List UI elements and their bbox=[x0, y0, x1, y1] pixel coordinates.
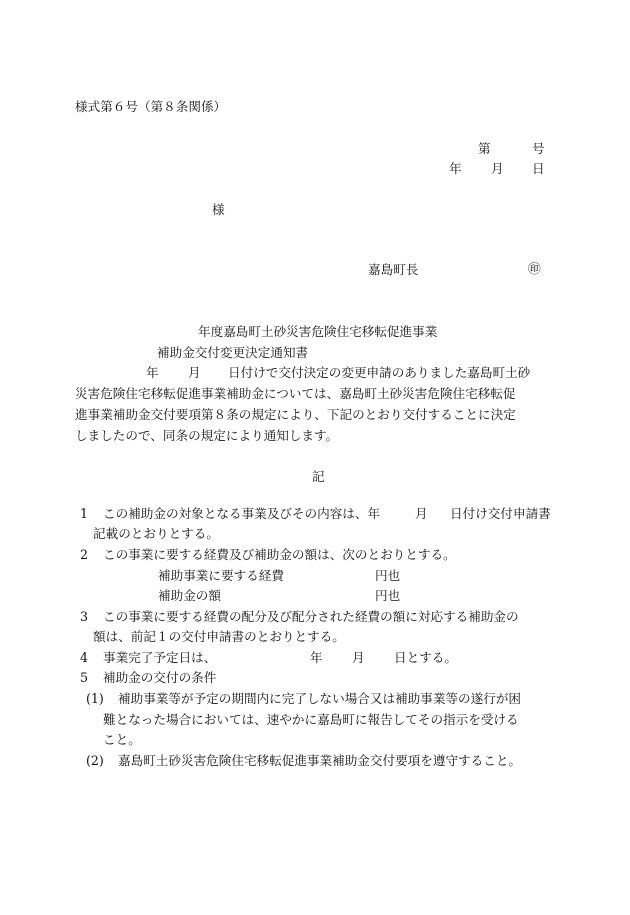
item-1-number: 1 bbox=[80, 506, 89, 521]
item-2-cost-unit: 円也 bbox=[375, 568, 401, 583]
item-4-text: 事業完了予定日は、 bbox=[103, 650, 217, 665]
doc-number-suffix: 号 bbox=[532, 141, 545, 156]
body-line-3: 進事業補助金交付要項第８条の規定により、下記のとおり交付することに決定 bbox=[75, 407, 516, 422]
condition-1-number: (1) bbox=[86, 691, 104, 706]
condition-1-line-3: こと。 bbox=[103, 732, 141, 747]
item-1-month: 月 bbox=[415, 506, 428, 521]
item-1-text: この補助金の対象となる事業及びその内容は、年 bbox=[103, 506, 381, 521]
item-2-text: この事業に要する経費及び補助金の額は、次のとおりとする。 bbox=[103, 547, 456, 562]
addressee-suffix: 様 bbox=[212, 202, 225, 217]
body-line-4: しましたので、同条の規定により通知します。 bbox=[75, 428, 339, 443]
condition-1-line-1: 補助事業等が予定の期間内に完了しない場合又は補助事業等の遂行が困 bbox=[118, 691, 521, 706]
item-2-number: 2 bbox=[80, 547, 89, 562]
body-line-1: 日付けで交付決定の変更申請のありました嘉島町土砂 bbox=[228, 365, 531, 380]
item-4-text-end: 日とする。 bbox=[394, 650, 457, 665]
form-number: 様式第６号（第８条関係） bbox=[75, 99, 227, 114]
body-year: 年 bbox=[146, 365, 159, 380]
condition-2-text: 嘉島町土砂災害危険住宅移転促進事業補助金交付要項を遵守すること。 bbox=[118, 753, 521, 768]
item-1-text-end: 日付け交付申請書 bbox=[450, 506, 551, 521]
item-4-number: 4 bbox=[80, 650, 89, 665]
item-3-line-1: この事業に要する経費の配分及び配分された経費の額に対応する補助金の bbox=[103, 609, 519, 624]
date-year: 年 bbox=[449, 161, 462, 176]
item-3-number: 3 bbox=[80, 609, 89, 624]
item-3-line-2: 額は、前記１の交付申請書のとおりとする。 bbox=[93, 629, 345, 644]
item-4-month: 月 bbox=[352, 650, 365, 665]
item-5-text: 補助金の交付の条件 bbox=[103, 670, 217, 685]
item-2-cost-label: 補助事業に要する経費 bbox=[158, 568, 284, 583]
issuer-name: 嘉島町長 bbox=[368, 262, 419, 277]
seal-icon: ㊞ bbox=[528, 261, 541, 276]
date-month: 月 bbox=[491, 161, 504, 176]
item-5-number: 5 bbox=[80, 670, 89, 685]
date-day: 日 bbox=[532, 161, 545, 176]
title-line-1: 年度嘉島町土砂災害危険住宅移転促進事業 bbox=[198, 324, 438, 339]
condition-2-number: (2) bbox=[86, 753, 104, 768]
item-2-grant-label: 補助金の額 bbox=[158, 588, 221, 603]
ki-heading: 記 bbox=[312, 469, 325, 484]
item-4-year: 年 bbox=[310, 650, 323, 665]
condition-1-line-2: 難となった場合においては、速やかに嘉島町に報告してその指示を受ける bbox=[103, 712, 519, 727]
body-line-2: 災害危険住宅移転促進事業補助金については、嘉島町土砂災害危険住宅移転促 bbox=[75, 386, 516, 401]
title-line-2: 補助金交付変更決定通知書 bbox=[157, 345, 309, 360]
item-1-line-2: 記載のとおりとする。 bbox=[93, 526, 219, 541]
body-month: 月 bbox=[188, 365, 201, 380]
doc-number-label: 第 bbox=[478, 141, 491, 156]
item-2-grant-unit: 円也 bbox=[375, 588, 401, 603]
